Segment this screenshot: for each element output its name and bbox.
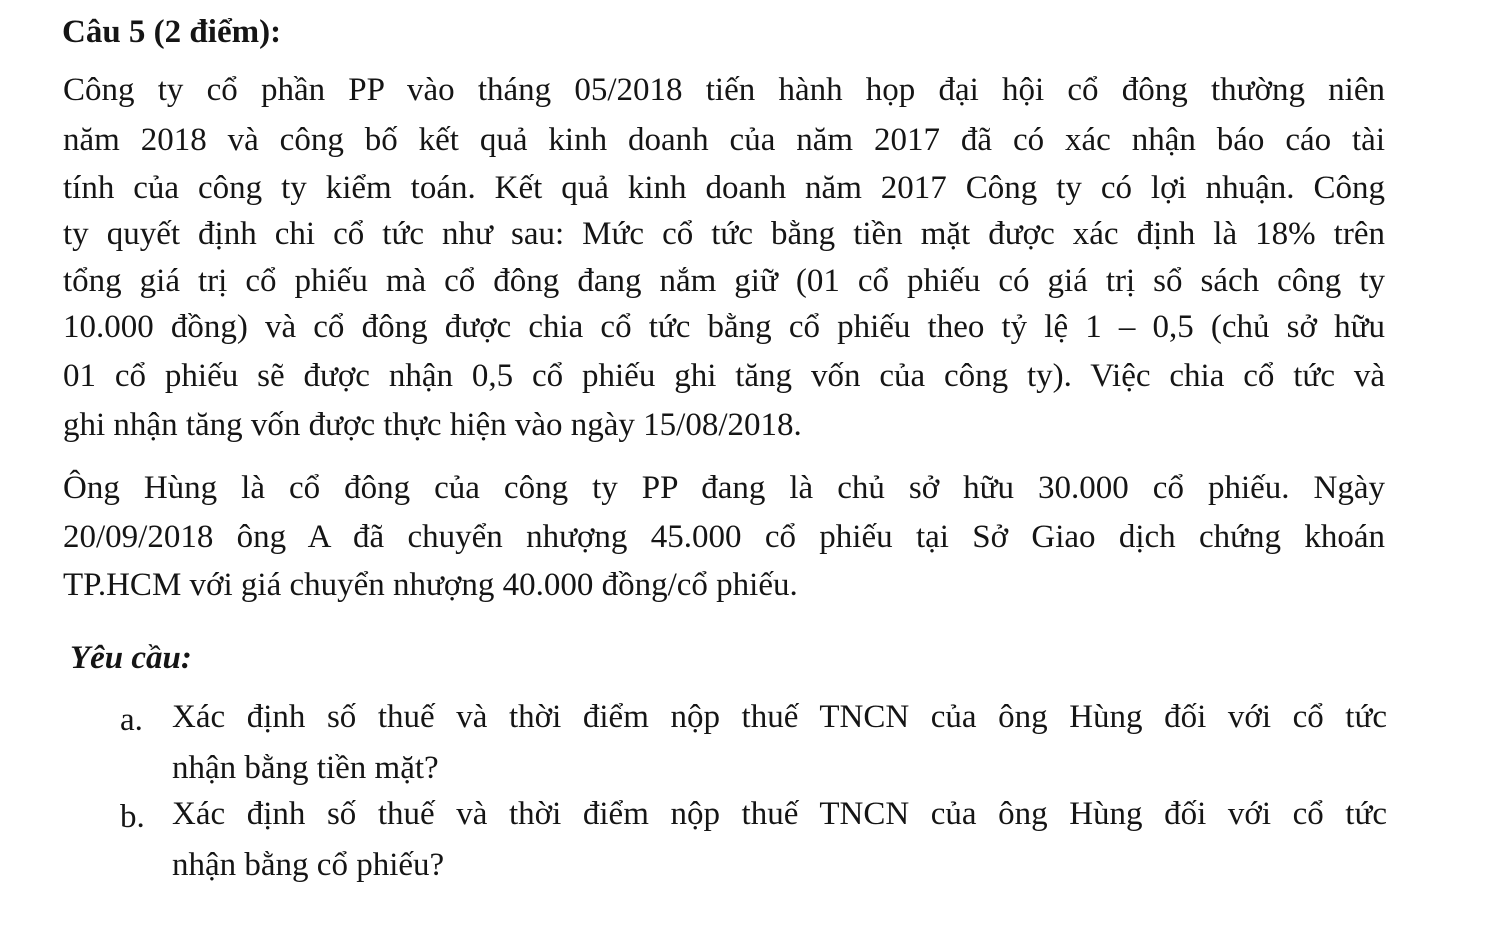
paragraph1-line: Công ty cổ phần PP vào tháng 05/2018 tiến hành họp đại hội cổ đông thường niên	[63, 72, 1385, 108]
requirement-a-line: Xác định số thuế và thời điểm nộp thuế TNCN của ông Hùng đối với cổ tức	[172, 699, 1387, 735]
paragraph1-line: ty quyết định chi cổ tức như sau: Mức cổ tức bằng tiền mặt được xác định là 18% trên	[63, 216, 1385, 252]
paragraph2-line: Ông Hùng là cổ đông của công ty PP đang là chủ sở hữu 30.000 cổ phiếu. Ngày	[63, 470, 1385, 506]
paragraph1-line: tổng giá trị cổ phiếu mà cổ đông đang nắm giữ (01 cổ phiếu có giá trị sổ sách công ty	[63, 263, 1385, 299]
paragraph1-line: năm 2018 và công bố kết quả kinh doanh của năm 2017 đã có xác nhận báo cáo tài	[63, 122, 1385, 158]
paragraph1-line: 10.000 đồng) và cổ đông được chia cổ tức bằng cổ phiếu theo tỷ lệ 1 – 0,5 (chủ sở hữu	[63, 309, 1385, 345]
paragraph2-line: 20/09/2018 ông A đã chuyển nhượng 45.000 cổ phiếu tại Sở Giao dịch chứng khoán	[63, 519, 1385, 555]
requirement-marker-a: a.	[120, 702, 143, 738]
paragraph2-line: TP.HCM với giá chuyển nhượng 40.000 đồng/cổ phiếu.	[63, 567, 798, 603]
question-heading: Câu 5 (2 điểm):	[62, 14, 282, 50]
paragraph1-line: tính của công ty kiểm toán. Kết quả kinh doanh năm 2017 Công ty có lợi nhuận. Công	[63, 170, 1385, 206]
paragraph1-line: ghi nhận tăng vốn được thực hiện vào ngày 15/08/2018.	[63, 407, 802, 443]
requirement-marker-b: b.	[120, 799, 145, 835]
paragraph1-line: 01 cổ phiếu sẽ được nhận 0,5 cổ phiếu ghi tăng vốn của công ty). Việc chia cổ tức và	[63, 358, 1385, 394]
requirement-b-line: nhận bằng cổ phiếu?	[172, 847, 445, 883]
requirements-title: Yêu cầu:	[70, 640, 192, 676]
requirement-a-line: nhận bằng tiền mặt?	[172, 750, 439, 786]
requirement-b-line: Xác định số thuế và thời điểm nộp thuế TNCN của ông Hùng đối với cổ tức	[172, 796, 1387, 832]
